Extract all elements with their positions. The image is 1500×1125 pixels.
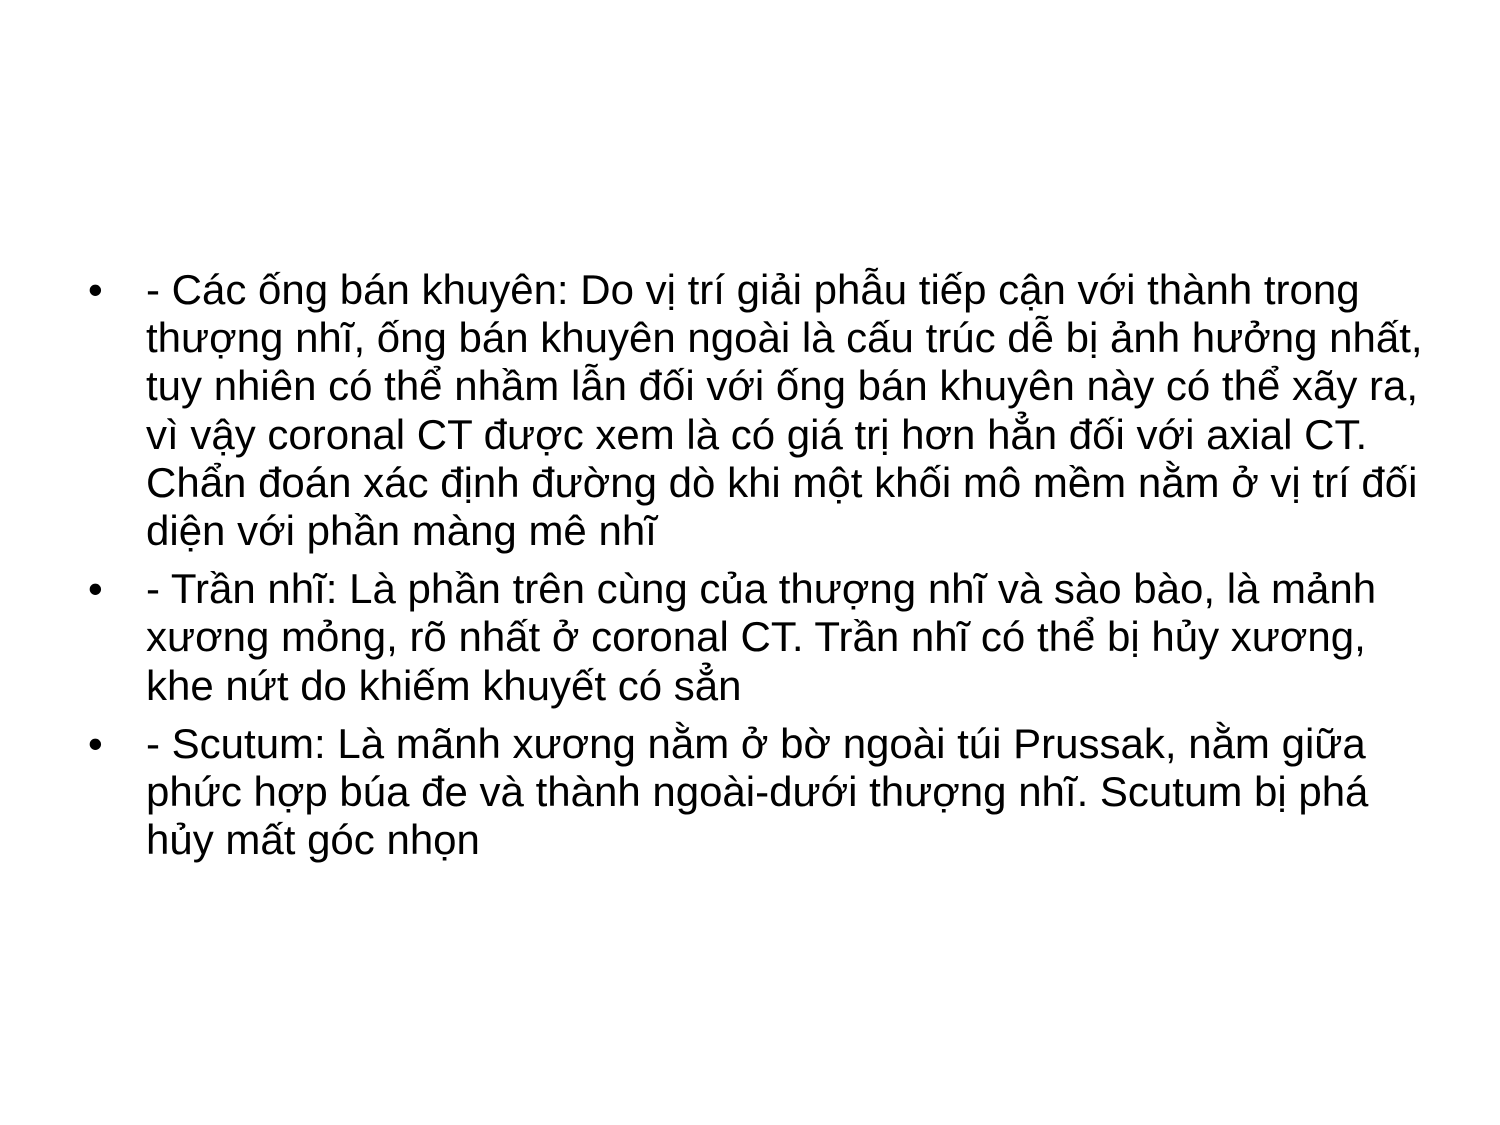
bullet-item-tegmen [88, 565, 1423, 710]
bullet-list [88, 266, 1423, 874]
bullet-text: - Trần nhĩ: Là phần trên cùng của thượng nhĩ và sào bào, là mảnh xương mỏng, rõ nhất ở coronal CT. Trần nhĩ có thể bị hủy xương, khe nứt do khiếm khuyết có sẳn [146, 565, 1377, 709]
bullet-dot-icon: • [88, 266, 103, 313]
bullet-dot-icon: • [88, 565, 103, 613]
bullet-text: - Scutum: Là mãnh xương nằm ở bờ ngoài túi Prussak, nằm giữa phức hợp búa đe và thành ngoài-dưới thượng nhĩ. Scutum bị phá hủy mất góc nhọn [146, 719, 1369, 864]
bullet-item-semicircular-canals [88, 266, 1423, 555]
bullet-text: - Các ống bán khuyên: Do vị trí giải phẫu tiếp cận với thành trong thượng nhĩ, ống bán khuyên ngoài là cấu trúc dễ bị ảnh hưởng nhất, tuy nhiên có thể nhầm lẫn đối với ống bán khuyên này có thể xãy ra, vì vậy coronal CT được xem là có giá trị hơn hẳn đối với axial CT. Chẩn đoán xác định đường dò khi một khối mô mềm nằm ở vị trí đối diện với phần màng mê nhĩ [146, 266, 1423, 555]
bullet-item-scutum [88, 720, 1423, 865]
bullet-dot-icon: • [88, 719, 103, 767]
